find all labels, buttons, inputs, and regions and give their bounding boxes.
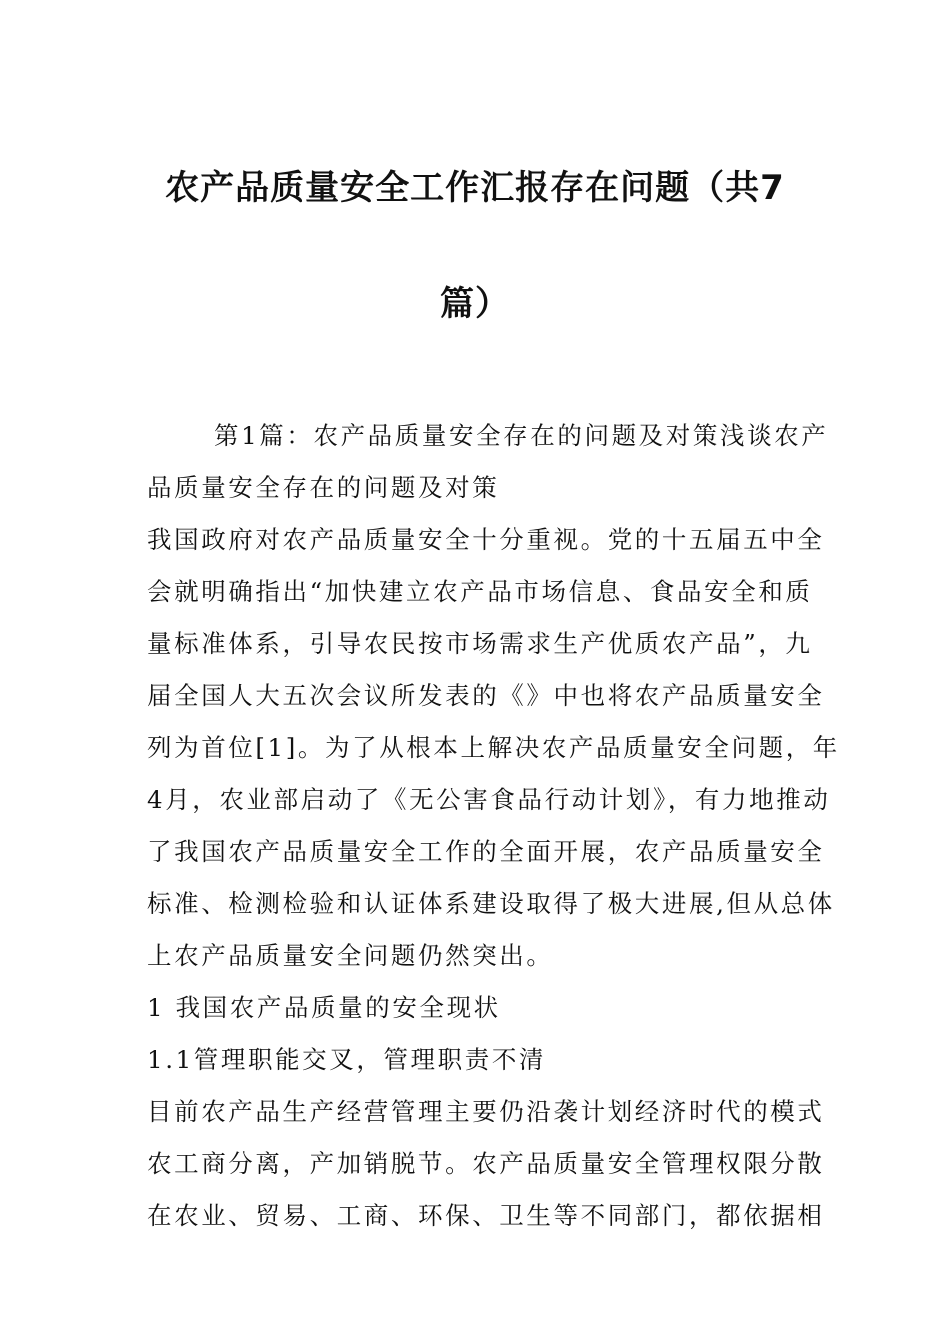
- body-line: 1.1管理职能交叉，管理职责不清: [147, 1045, 547, 1074]
- body-line: 4月，农业部启动了《无公害食品行动计划》，有力地推动: [147, 785, 831, 814]
- body-line: 了我国农产品质量安全工作的全面开展，农产品质量安全: [147, 837, 825, 866]
- body-line: 标准、检测检验和认证体系建设取得了极大进展,但从总体: [147, 889, 835, 918]
- body-line: 上农产品质量安全问题仍然突出。: [147, 941, 554, 970]
- body-line: 在农业、贸易、工商、环保、卫生等不同部门，都依据相: [147, 1201, 825, 1230]
- body-line: 第1篇：农产品质量安全存在的问题及对策浅谈农产: [214, 421, 829, 450]
- document-title-line-2: 篇）: [440, 284, 510, 324]
- body-line: 目前农产品生产经营管理主要仍沿袭计划经济时代的模式: [147, 1097, 825, 1126]
- body-line: 1 我国农产品质量的安全现状: [147, 993, 501, 1022]
- body-line: 农工商分离，产加销脱节。农产品质量安全管理权限分散: [147, 1149, 825, 1178]
- document-body: [147, 410, 840, 1242]
- body-line: 届全国人大五次会议所发表的《》中也将农产品质量安全: [147, 681, 825, 710]
- body-line: 会就明确指出“加快建立农产品市场信息、食品安全和质: [147, 577, 813, 606]
- body-line: 品质量安全存在的问题及对策: [147, 473, 500, 502]
- body-line: 量标准体系，引导农民按市场需求生产优质农产品”，九: [147, 629, 813, 658]
- body-line: 列为首位[1]。为了从根本上解决农产品质量安全问题，年: [147, 733, 840, 762]
- document-title-line-1: 农产品质量安全工作汇报存在问题（共7: [165, 168, 785, 208]
- body-line: 我国政府对农产品质量安全十分重视。党的十五届五中全: [147, 525, 825, 554]
